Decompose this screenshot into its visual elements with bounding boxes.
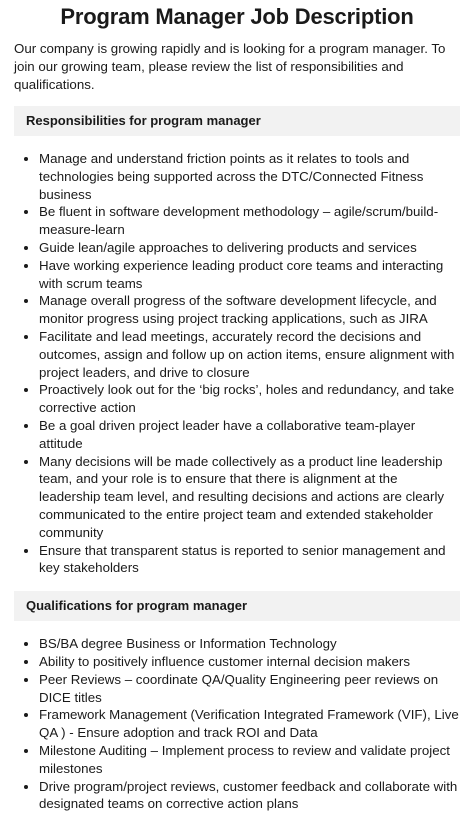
- list-item: • Peer Reviews – coordinate QA/Quality Engineering peer reviews on DICE titles: [39, 671, 460, 707]
- page-title: Program Manager Job Description: [14, 0, 460, 30]
- list-item: • Be fluent in software development methodology – agile/scrum/build-measure-learn: [39, 203, 460, 239]
- list-item: • Manage and understand friction points as it relates to tools and technologies being supported across the DTC/Connected Fitness business: [39, 150, 460, 203]
- responsibilities-list: [14, 150, 460, 577]
- list-item: • Many decisions will be made collectively as a product line leadership team, and your role is to ensure that there is alignment at the leadership team level, and resulting decisions and actions are clearly communicated to the entire project team and extended stakeholder community: [39, 453, 460, 542]
- list-item: • BS/BA degree Business or Information Technology: [39, 635, 460, 653]
- list-item: • Milestone Auditing – Implement process to review and validate project milestones: [39, 742, 460, 778]
- list-item: • Have working experience leading product core teams and interacting with scrum teams: [39, 257, 460, 293]
- list-item: • Ensure that transparent status is reported to senior management and key stakeholders: [39, 542, 460, 578]
- responsibilities-heading: Responsibilities for program manager: [14, 106, 460, 136]
- list-item: • Framework Management (Verification Integrated Framework (VIF), Live QA ) - Ensure adoption and track ROI and Data: [39, 706, 460, 742]
- qualifications-list: [14, 635, 460, 813]
- list-item: • Guide lean/agile approaches to delivering products and services: [39, 239, 460, 257]
- list-item: • Manage overall progress of the software development lifecycle, and monitor progress using project tracking applications, such as JIRA: [39, 292, 460, 328]
- list-item: • Drive program/project reviews, customer feedback and collaborate with designated teams on corrective action plans: [39, 778, 460, 813]
- list-item: • Be a goal driven project leader have a collaborative team-player attitude: [39, 417, 460, 453]
- intro-paragraph: Our company is growing rapidly and is looking for a program manager. To join our growing team, please review the list of responsibilities and qualifications.: [14, 40, 460, 94]
- list-item: • Facilitate and lead meetings, accurately record the decisions and outcomes, assign and follow up on action items, ensure alignment with project leaders, and drive to closure: [39, 328, 460, 381]
- qualifications-heading: Qualifications for program manager: [14, 591, 460, 621]
- list-item: • Proactively look out for the ‘big rocks’, holes and redundancy, and take corrective action: [39, 381, 460, 417]
- list-item: • Ability to positively influence customer internal decision makers: [39, 653, 460, 671]
